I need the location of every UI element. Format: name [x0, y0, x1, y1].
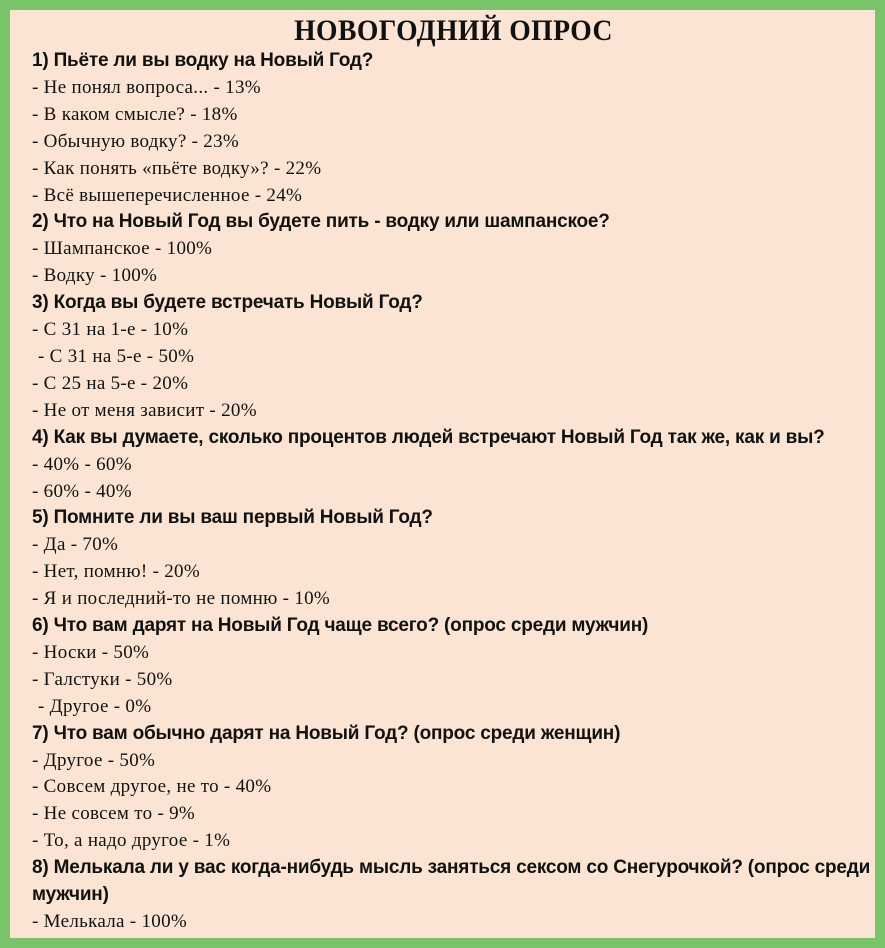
question-7: 7) Что вам обычно дарят на Новый Год? (опрос среди женщин)	[32, 722, 621, 744]
answer: - Галстуки - 50%	[32, 668, 173, 690]
question-block-3	[32, 290, 875, 425]
answer: - То, а надо другое - 1%	[32, 830, 231, 852]
answer: - Да - 70%	[32, 534, 119, 556]
answer: - Водку - 100%	[32, 265, 158, 287]
question-block-6	[32, 613, 875, 721]
answer: - Всё вышеперечисленное - 24%	[32, 184, 303, 206]
question-6: 6) Что вам дарят на Новый Год чаще всего? (опрос среди мужчин)	[32, 615, 649, 637]
question-block-2	[32, 209, 875, 290]
question-8-continuation: мужчин)	[32, 884, 109, 906]
answer: - Другое - 0%	[38, 695, 152, 717]
question-block-4	[32, 425, 875, 506]
page-title: НОВОГОДНИЙ ОПРОС	[294, 14, 613, 47]
question-8: 8) Мелькала ли у вас когда-нибудь мысль заняться сексом со Снегурочкой? (опрос среди	[32, 857, 871, 879]
answer: - С 31 на 1-е - 10%	[32, 319, 189, 341]
question-3: 3) Когда вы будете встречать Новый Год?	[32, 292, 423, 314]
answer: - Как понять «пьёте водку»? - 22%	[32, 157, 322, 179]
answer: - С 31 на 5-е - 50%	[38, 345, 195, 367]
question-block-8	[32, 855, 875, 936]
answer: - Шампанское - 100%	[32, 238, 213, 260]
answer: - 40% - 60%	[32, 453, 132, 475]
answer: - Совсем другое, не то - 40%	[32, 776, 272, 798]
answer: - Не совсем то - 9%	[32, 803, 196, 825]
answer: - Мелькала - 100%	[32, 911, 188, 932]
answer: - Нет, помню! - 20%	[32, 561, 200, 583]
answer: - Другое - 50%	[32, 749, 156, 771]
question-5: 5) Помните ли вы ваш первый Новый Год?	[32, 507, 433, 529]
answer: - Носки - 50%	[32, 641, 150, 663]
question-2: 2) Что на Новый Год вы будете пить - водку или шампанское?	[32, 211, 610, 233]
answer: - Не понял вопроса... - 13%	[32, 76, 261, 98]
answer: - В каком смысле? - 18%	[32, 103, 238, 125]
answer: - Я и последний-то не помню - 10%	[32, 588, 331, 610]
answer: - С 25 на 5-е - 20%	[32, 372, 189, 394]
answer: - Обычную водку? - 23%	[32, 130, 240, 152]
answer: - Не от меня зависит - 20%	[32, 399, 257, 421]
question-1: 1) Пьёте ли вы водку на Новый Год?	[32, 50, 374, 71]
question-block-1	[32, 48, 875, 209]
question-block-7	[32, 721, 875, 856]
answer: - 60% - 40%	[32, 480, 132, 502]
survey-card	[10, 10, 875, 938]
question-4: 4) Как вы думаете, сколько процентов людей встречают Новый Год так же, как и вы?	[32, 426, 825, 448]
question-block-5	[32, 505, 875, 613]
